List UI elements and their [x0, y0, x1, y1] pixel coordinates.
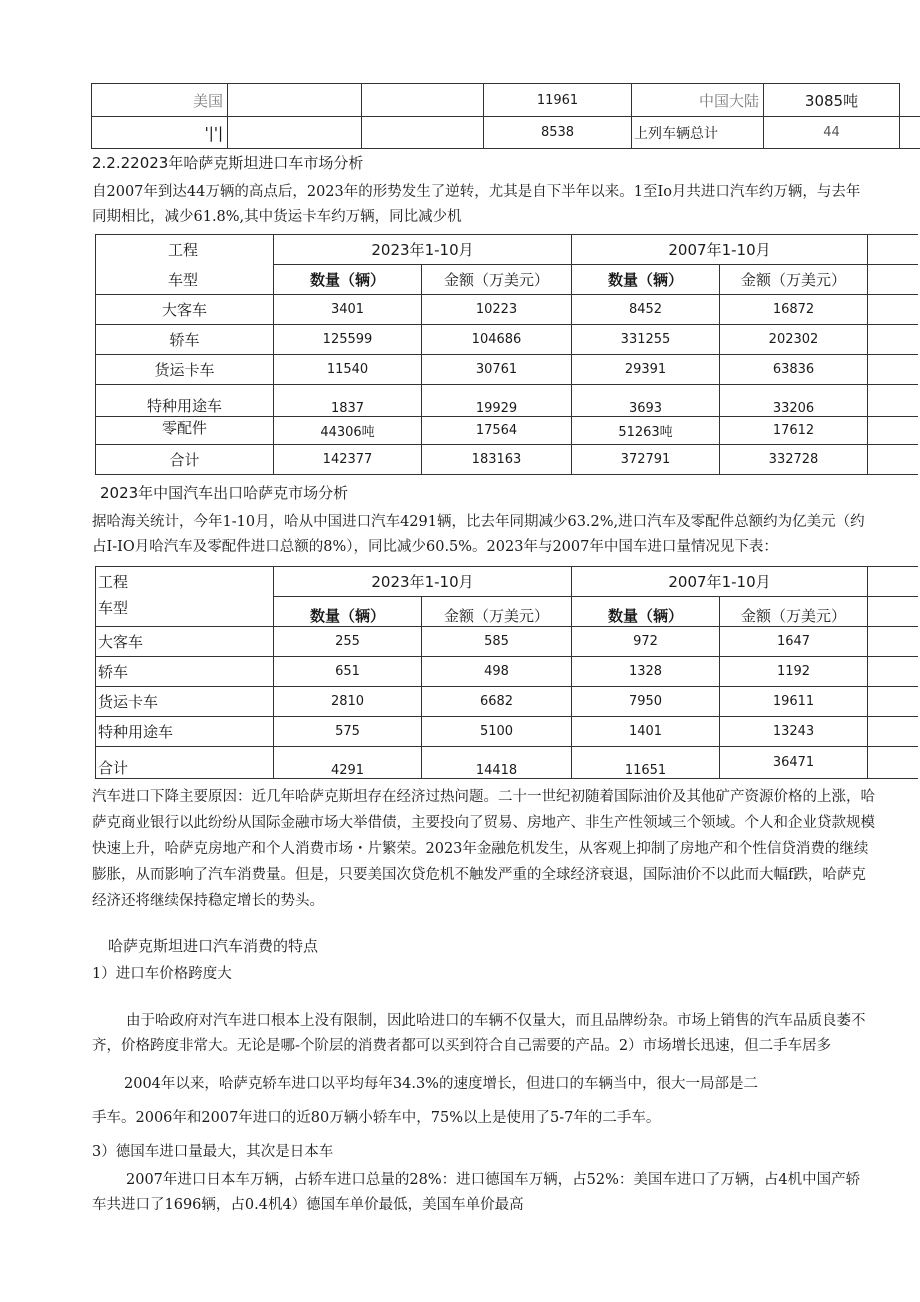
table-cell — [362, 84, 484, 117]
row-label: 特种用途车 — [96, 717, 274, 747]
table-cell: 372791 — [572, 445, 720, 475]
table-header-row — [96, 597, 918, 627]
table-cell: 33206 — [720, 385, 868, 417]
table-row — [96, 687, 918, 717]
table-cell: 5100 — [422, 717, 572, 747]
row-label: 合计 — [96, 445, 274, 475]
table-cell: 19611 — [720, 687, 868, 717]
table-cell — [868, 445, 918, 475]
table-cell — [900, 117, 920, 149]
table-cell: 7950 — [572, 687, 720, 717]
table-cell: 331255 — [572, 325, 720, 355]
column-header-type: 车型 — [96, 265, 274, 295]
column-header-period: 2007年1-10月 — [572, 567, 868, 597]
column-header-qty: 数量（辆） — [572, 265, 720, 295]
row-label: 特种用途车 — [96, 385, 274, 417]
table-cell: '|'| — [92, 117, 228, 149]
table-cell: 498 — [422, 657, 572, 687]
paragraph-line: 齐，价格跨度非常大。无论是哪-个阶层的消费者都可以买到符合自己需要的产品。2）市场增长迅速，但二手车居多 — [92, 1038, 832, 1054]
table-cell: 美国 — [92, 84, 228, 117]
table-cell — [868, 417, 918, 445]
table-header-row — [96, 567, 918, 597]
paragraph-line: 膨胀，从而影响了汽车消费量。但是，只要美国次贷危机不触发严重的全球经济衰退，国际油价不以此而大幅f跌，哈萨克 — [92, 867, 866, 883]
table-cell — [868, 295, 918, 325]
table-cell: 183163 — [422, 445, 572, 475]
china-export-table — [95, 566, 918, 779]
table-cell — [868, 597, 918, 627]
table-cell — [868, 687, 918, 717]
table-cell: 19929 — [422, 385, 572, 417]
table-cell: 30761 — [422, 355, 572, 385]
table-row — [92, 84, 920, 117]
table-row-total — [96, 747, 918, 779]
paragraph — [92, 1009, 866, 1059]
table-cell: 4291 — [274, 747, 422, 779]
table-cell: 1192 — [720, 657, 868, 687]
table-cell — [228, 117, 362, 149]
table-cell: 1401 — [572, 717, 720, 747]
table-cell — [900, 84, 920, 117]
table-cell: 中国大陆 — [632, 84, 764, 117]
column-header-period: 2023年1-10月 — [274, 235, 572, 265]
table-cell — [868, 567, 918, 597]
row-label: 零配件 — [96, 417, 274, 445]
list-item-heading: 1）进口车价格跨度大 — [92, 966, 232, 982]
table-cell — [868, 627, 918, 657]
column-header-type: 车型 — [96, 597, 274, 627]
table-row — [96, 657, 918, 687]
table-cell: 651 — [274, 657, 422, 687]
table-cell: 3693 — [572, 385, 720, 417]
table-cell: 10223 — [422, 295, 572, 325]
table-cell: 575 — [274, 717, 422, 747]
paragraph-line: 由于哈政府对汽车进口根本上没有限制，因此哈进口的车辆不仅量大，而且品牌纷杂。市场上销售的汽车品质良萎不 — [126, 1013, 866, 1029]
paragraph-line: 同期相比，减少61.8%,其中货运卡车约万辆，同比减少机 — [92, 209, 462, 225]
table-cell: 3401 — [274, 295, 422, 325]
paragraph — [92, 784, 875, 914]
table-cell — [868, 265, 918, 295]
table-cell: 142377 — [274, 445, 422, 475]
table-cell: 972 — [572, 627, 720, 657]
table-cell: 14418 — [422, 747, 572, 779]
table-cell: 13243 — [720, 717, 868, 747]
import-table — [95, 234, 918, 475]
paragraph — [92, 510, 865, 560]
paragraph-line: 2004年以来，哈萨克轿车进口以平均每年34.3%的速度增长，但进口的车辆当中，很大一局部是二 — [124, 1076, 758, 1092]
table-cell — [362, 117, 484, 149]
table-cell: 3085吨 — [764, 84, 900, 117]
column-header-qty: 数量（辆） — [572, 597, 720, 627]
table-cell — [868, 717, 918, 747]
paragraph-line: 汽车进口下降主要原因：近几年哈萨克斯坦存在经济过热问题。二十一世纪初随着国际油价及其他矿产资源价格的上涨，哈 — [92, 789, 875, 805]
table-row — [96, 417, 918, 445]
row-label: 大客车 — [96, 627, 274, 657]
table-cell: 17612 — [720, 417, 868, 445]
paragraph-line: 自2007年到达44万辆的高点后，2023年的形势发生了逆转，尤其是自下半年以来。1至Io月共进口汽车约万辆，与去年 — [92, 184, 861, 200]
table-cell: 29391 — [572, 355, 720, 385]
paragraph-line: 车共进口了1696辆，占0.4机4）德国车单价最低，美国车单价最高 — [92, 1197, 524, 1213]
table-cell — [868, 747, 918, 779]
table-row — [96, 627, 918, 657]
table-cell: 125599 — [274, 325, 422, 355]
table-cell: 8452 — [572, 295, 720, 325]
section-heading: 哈萨克斯坦进口汽车消费的特点 — [108, 937, 319, 955]
table-cell: 11651 — [572, 747, 720, 779]
paragraph — [92, 180, 860, 230]
section-heading: 2.2.22023年哈萨克斯坦进口车市场分析 — [92, 154, 364, 172]
paragraph-line: 萨克商业银行以此纷纷从国际金融市场大举借债，主要投向了贸易、房地产、非生产性领域三个领域。个人和企业贷款规模 — [92, 815, 875, 831]
row-label: 轿车 — [96, 657, 274, 687]
paragraph-line: 经济还将继续保持稳定增长的势头。 — [92, 893, 324, 909]
column-header-amt: 金额（万美元） — [422, 265, 572, 295]
row-label: 轿车 — [96, 325, 274, 355]
table-cell: 332728 — [720, 445, 868, 475]
table-cell: 44306吨 — [274, 417, 422, 445]
table-row-total — [96, 445, 918, 475]
table-cell: 上列车辆总计 — [632, 117, 764, 149]
column-header-item: 工程 — [96, 567, 274, 597]
table-cell — [868, 385, 918, 417]
top-table — [91, 83, 920, 149]
table-cell — [868, 325, 918, 355]
column-header-amt: 金额（万美元） — [422, 597, 572, 627]
table-cell: 63836 — [720, 355, 868, 385]
paragraph-line: 快速上升，哈萨克房地产和个人消费市场・片繁荣。2023年金融危机发生，从客观上抑制了房地产和个性信贷消费的继续 — [92, 841, 869, 857]
table-cell: 104686 — [422, 325, 572, 355]
table-cell: 17564 — [422, 417, 572, 445]
column-header-period: 2023年1-10月 — [274, 567, 572, 597]
column-header-amt: 金额（万美元） — [720, 597, 868, 627]
column-header-qty: 数量（辆） — [274, 597, 422, 627]
table-cell: 16872 — [720, 295, 868, 325]
row-label: 大客车 — [96, 295, 274, 325]
table-cell: 36471 — [720, 747, 868, 779]
table-row — [96, 355, 918, 385]
column-header-qty: 数量（辆） — [274, 265, 422, 295]
column-header-amt: 金额（万美元） — [720, 265, 868, 295]
table-cell: 6682 — [422, 687, 572, 717]
table-cell: 585 — [422, 627, 572, 657]
paragraph-line: 手车。2006年和2007年进口的近80万辆小轿车中，75%以上是使用了5-7年的二手车。 — [92, 1110, 661, 1126]
list-item-heading: 3）德国车进口量最大，其次是日本车 — [92, 1144, 334, 1160]
table-row — [96, 325, 918, 355]
table-cell: 44 — [764, 117, 900, 149]
table-cell: 8538 — [484, 117, 632, 149]
table-cell: 202302 — [720, 325, 868, 355]
table-row — [92, 117, 920, 149]
table-cell — [868, 657, 918, 687]
table-header-row — [96, 265, 918, 295]
table-row — [96, 717, 918, 747]
table-row — [96, 385, 918, 417]
table-row — [96, 295, 918, 325]
table-cell: 255 — [274, 627, 422, 657]
table-cell — [868, 355, 918, 385]
table-cell: 51263吨 — [572, 417, 720, 445]
table-cell: 1647 — [720, 627, 868, 657]
table-cell — [228, 84, 362, 117]
row-label: 货运卡车 — [96, 687, 274, 717]
paragraph-line: 占I-IO月哈汽车及零配件进口总额的8%），同比减少60.5%。2023年与2007年中国车进口量情况见下表： — [92, 539, 778, 555]
row-label: 货运卡车 — [96, 355, 274, 385]
paragraph — [92, 1168, 860, 1218]
column-header-period: 2007年1-10月 — [572, 235, 868, 265]
section-heading: 2023年中国汽车出口哈萨克市场分析 — [100, 484, 349, 502]
column-header-item: 工程 — [96, 235, 274, 265]
table-cell: 2810 — [274, 687, 422, 717]
table-cell: 1328 — [572, 657, 720, 687]
paragraph-line: 2007年进口日本车万辆，占轿车进口总量的28%：进口德国车万辆，占52%：美国车进口了万辆，占4机中国产轿 — [126, 1172, 861, 1188]
paragraph-line: 据哈海关统计，今年1-10月，哈从中国进口汽车4291辆，比去年同期减少63.2%,进口汽车及零配件总额约为亿美元（约 — [92, 514, 865, 530]
table-header-row — [96, 235, 918, 265]
row-label: 合计 — [96, 747, 274, 779]
table-cell — [868, 235, 918, 265]
table-cell: 1837 — [274, 385, 422, 417]
table-cell: 11540 — [274, 355, 422, 385]
table-cell: 11961 — [484, 84, 632, 117]
